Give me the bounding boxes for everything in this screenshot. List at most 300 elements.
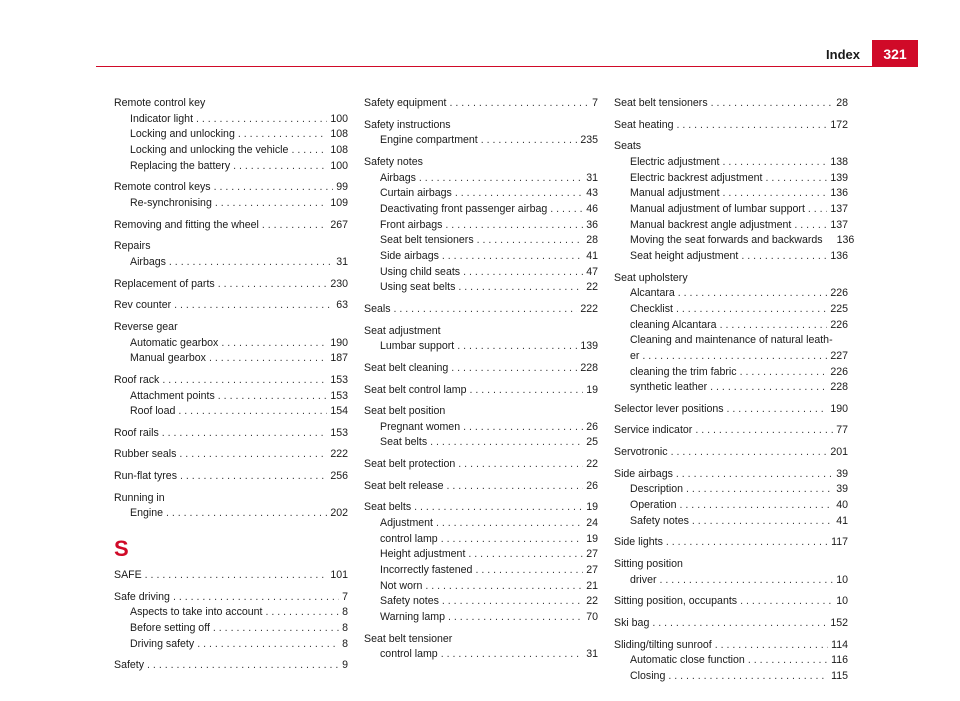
index-term: er <box>630 349 640 362</box>
dot-leader <box>213 621 339 637</box>
index-subentry <box>614 349 848 365</box>
index-entry <box>364 404 598 420</box>
dot-leader <box>723 186 828 202</box>
index-term: Side airbags <box>380 249 439 262</box>
index-page-ref: 25 <box>586 436 598 449</box>
index-page-ref: 100 <box>330 159 348 172</box>
index-entry <box>614 445 848 461</box>
dot-leader <box>468 547 583 563</box>
index-subentry <box>614 482 848 498</box>
dot-leader <box>469 383 583 399</box>
index-page-ref: 116 <box>831 654 848 667</box>
index-term: Alcantara <box>630 287 675 300</box>
index-term: Seat belt tensioner <box>364 632 453 645</box>
dot-leader <box>723 155 828 171</box>
index-entry <box>114 447 348 463</box>
dot-leader <box>442 249 583 265</box>
page-title: Index <box>826 47 860 62</box>
index-subentry <box>114 159 348 175</box>
index-subentry <box>614 380 848 396</box>
index-term: control lamp <box>380 532 438 545</box>
index-page-ref: 22 <box>586 458 598 471</box>
index-term: Manual adjustment of lumbar support <box>630 202 805 215</box>
index-term: Seat belt control lamp <box>364 383 467 396</box>
index-term: Seat upholstery <box>614 271 688 284</box>
index-subentry <box>364 563 598 579</box>
index-term: Moving the seat forwards and backwards <box>630 234 823 247</box>
index-page-ref: 136 <box>836 234 855 247</box>
index-term: Sitting position <box>614 558 683 571</box>
index-subentry <box>364 218 598 234</box>
index-term: synthetic leather <box>630 381 708 394</box>
index-entry <box>114 658 348 674</box>
dot-leader <box>196 112 327 128</box>
index-subentry <box>614 302 848 318</box>
index-term: Seat height adjustment <box>630 249 739 262</box>
index-subentry <box>364 171 598 187</box>
index-term: Run-flat tyres <box>114 470 177 483</box>
index-subentry <box>614 286 848 302</box>
index-page-ref: 225 <box>830 302 848 315</box>
dot-leader <box>162 373 327 389</box>
index-page-ref: 47 <box>586 265 598 278</box>
index-term: Lumbar support <box>380 340 455 353</box>
index-term: Before setting off <box>130 622 210 635</box>
index-term: Driving safety <box>130 637 195 650</box>
index-page-ref: 202 <box>330 507 348 520</box>
index-term: Safe driving <box>114 590 170 603</box>
index-subentry <box>114 637 348 653</box>
index-term: Indicator light <box>130 112 194 125</box>
index-term: Seat belt release <box>364 479 444 492</box>
index-entry <box>364 96 598 112</box>
dot-leader <box>218 277 328 293</box>
index-term: cleaning the trim fabric <box>630 365 737 378</box>
index-term: Replacement of parts <box>114 277 215 290</box>
index-page-ref: 31 <box>586 648 598 661</box>
index-term: Remote control keys <box>114 181 211 194</box>
index-page-ref: 31 <box>586 171 598 184</box>
dot-leader <box>166 506 327 522</box>
index-page-ref: 8 <box>342 622 348 635</box>
index-subentry <box>614 318 848 334</box>
index-entry <box>614 535 848 551</box>
dot-leader <box>147 658 339 674</box>
page-number: 321 <box>872 40 918 67</box>
index-page-ref: 36 <box>586 218 598 231</box>
index-term: Airbags <box>130 255 166 268</box>
index-term: Deactivating front passenger airbag <box>380 202 548 215</box>
index-term: Locking and unlocking <box>130 128 235 141</box>
index-subentry <box>614 514 848 530</box>
index-page-ref: 19 <box>586 501 598 514</box>
index-term: Safety instructions <box>364 118 451 131</box>
index-subentry <box>614 171 848 187</box>
index-column-2 <box>364 96 598 663</box>
index-term: Roof rack <box>114 373 160 386</box>
dot-leader <box>455 186 583 202</box>
index-column-3 <box>614 96 855 685</box>
dot-leader <box>748 653 828 669</box>
section-letter: S <box>114 536 129 562</box>
index-term: Roof load <box>130 405 176 418</box>
dot-leader <box>447 479 584 495</box>
index-term: Incorrectly fastened <box>380 564 473 577</box>
index-term: Not worn <box>380 579 423 592</box>
index-page-ref: 226 <box>830 287 848 300</box>
dot-leader <box>162 426 328 442</box>
index-term: Safety <box>114 659 145 672</box>
index-entry <box>364 118 598 134</box>
index-page-ref: 227 <box>830 349 848 362</box>
index-term: Pregnant women <box>380 420 461 433</box>
index-entry <box>364 457 598 473</box>
dot-leader <box>448 610 583 626</box>
index-entry <box>364 479 598 495</box>
index-page-ref: 137 <box>830 218 848 231</box>
index-term: Servotronic <box>614 446 668 459</box>
index-term: Description <box>630 483 683 496</box>
index-term: Rev counter <box>114 299 172 312</box>
dot-leader <box>720 318 828 334</box>
index-page-ref: 108 <box>330 143 348 156</box>
index-page-ref: 22 <box>586 281 598 294</box>
index-subentry <box>614 365 848 381</box>
dot-leader <box>174 298 333 314</box>
index-entry <box>614 96 848 112</box>
index-page-ref: 26 <box>586 420 598 433</box>
index-page-ref: 228 <box>830 381 848 394</box>
index-subentry <box>114 605 348 621</box>
index-page-ref: 43 <box>586 187 598 200</box>
index-subentry <box>114 127 348 143</box>
index-page-ref: 139 <box>830 171 848 184</box>
dot-leader <box>197 637 339 653</box>
index-page-ref: 9 <box>342 659 348 672</box>
index-term: Service indicator <box>614 424 693 437</box>
index-entry <box>364 632 598 648</box>
dot-leader <box>692 514 833 530</box>
dot-leader <box>727 402 828 418</box>
dot-leader <box>676 302 827 318</box>
index-term: Seat belts <box>380 436 428 449</box>
index-page-ref: 267 <box>330 218 348 231</box>
index-term: Sliding/tilting sunroof <box>614 638 712 651</box>
header-rule <box>96 66 918 67</box>
index-entry <box>364 324 598 340</box>
index-term: Cleaning and maintenance of natural leath- <box>630 334 833 347</box>
index-subentry <box>364 202 598 218</box>
index-entry <box>114 239 348 255</box>
dot-leader <box>715 638 828 654</box>
index-subentry <box>364 610 598 626</box>
index-term: control lamp <box>380 648 438 661</box>
dot-leader <box>666 535 828 551</box>
index-page-ref: 153 <box>330 373 348 386</box>
index-entry <box>114 218 348 234</box>
index-page-ref: 41 <box>836 514 848 527</box>
index-term: Running in <box>114 491 165 504</box>
index-page-ref: 187 <box>330 352 348 365</box>
index-page-ref: 10 <box>836 573 848 586</box>
dot-leader <box>463 420 583 436</box>
index-page-ref: 201 <box>830 446 848 459</box>
index-term: Adjustment <box>380 517 433 530</box>
index-term: Using child seats <box>380 265 461 278</box>
index-entry <box>614 557 848 573</box>
index-term: Aspects to take into account <box>130 606 263 619</box>
index-page-ref: 24 <box>586 517 598 530</box>
index-subentry <box>114 351 348 367</box>
index-entry <box>114 590 348 606</box>
index-page-ref: 27 <box>586 548 598 561</box>
index-page-ref: 99 <box>336 181 348 194</box>
index-page-ref: 256 <box>330 470 348 483</box>
dot-leader <box>215 196 327 212</box>
index-page-ref: 108 <box>330 128 348 141</box>
index-subentry <box>114 621 348 637</box>
index-subentry <box>364 249 598 265</box>
index-subentry <box>364 516 598 532</box>
index-subentry <box>114 389 348 405</box>
index-page-ref: 153 <box>330 389 348 402</box>
index-term: Safety notes <box>380 595 439 608</box>
index-term: Seat adjustment <box>364 324 441 337</box>
index-page-ref: 63 <box>336 299 348 312</box>
index-term: Side lights <box>614 536 663 549</box>
dot-leader <box>457 339 577 355</box>
dot-leader <box>209 351 327 367</box>
index-subentry <box>364 280 598 296</box>
dot-leader <box>449 96 589 112</box>
index-term: Seat belts <box>364 501 412 514</box>
index-term: Ski bag <box>614 617 650 630</box>
index-term: Seat belt cleaning <box>364 361 449 374</box>
dot-leader <box>436 516 583 532</box>
index-entry <box>114 298 348 314</box>
index-subentry <box>364 265 598 281</box>
index-term: Safety equipment <box>364 97 447 109</box>
index-page-ref: 230 <box>330 277 348 290</box>
index-subentry <box>364 339 598 355</box>
index-entry <box>614 402 848 418</box>
index-entry <box>114 469 348 485</box>
index-entry <box>614 118 848 134</box>
index-page-ref: 100 <box>330 112 348 125</box>
index-term: Seat heating <box>614 118 674 131</box>
index-page-ref: 228 <box>580 361 598 374</box>
index-page-ref: 31 <box>336 255 348 268</box>
index-column-1 <box>114 96 348 674</box>
index-subentry <box>614 202 848 218</box>
index-term: driver <box>630 573 657 586</box>
index-term: Safety notes <box>364 155 423 168</box>
dot-leader <box>711 96 834 112</box>
dot-leader <box>238 127 327 143</box>
index-page-ref: 190 <box>330 336 348 349</box>
index-subentry <box>114 143 348 159</box>
index-subentry <box>364 435 598 451</box>
dot-leader <box>218 389 328 405</box>
dot-leader <box>660 573 834 589</box>
dot-leader <box>419 171 583 187</box>
index-term: Closing <box>630 670 666 682</box>
index-page-ref: 139 <box>580 340 598 353</box>
dot-leader <box>481 133 578 149</box>
index-entry <box>114 320 348 336</box>
dot-leader <box>652 616 827 632</box>
dot-leader <box>441 647 584 663</box>
index-entry <box>114 180 348 196</box>
index-page-ref: 28 <box>836 97 848 109</box>
index-term: Safety notes <box>630 514 689 527</box>
dot-leader <box>178 404 327 420</box>
index-term: Engine compartment <box>380 134 478 147</box>
dot-leader <box>677 118 828 134</box>
index-page-ref: 27 <box>586 564 598 577</box>
dot-leader <box>214 180 334 196</box>
index-page-ref: 46 <box>586 202 598 215</box>
index-page-ref: 154 <box>330 405 348 418</box>
index-term: Repairs <box>114 240 151 253</box>
index-page-ref: 39 <box>836 483 848 496</box>
index-entry <box>114 277 348 293</box>
dot-leader <box>173 590 339 606</box>
dot-leader <box>430 435 583 451</box>
index-entry <box>114 373 348 389</box>
index-entry <box>614 594 848 610</box>
index-entry <box>114 568 348 584</box>
index-term: Removing and fitting the wheel <box>114 218 259 231</box>
dot-leader <box>477 233 584 249</box>
index-term: Seat belt tensioners <box>614 97 708 109</box>
index-entry <box>364 361 598 377</box>
index-page-ref: 22 <box>586 595 598 608</box>
dot-leader <box>441 532 584 548</box>
index-page-ref: 7 <box>342 590 348 603</box>
dot-leader <box>291 143 327 159</box>
index-subentry <box>364 186 598 202</box>
dot-leader <box>179 447 327 463</box>
index-subentry <box>614 155 848 171</box>
index-term: Seat belt tensioners <box>380 234 474 247</box>
index-page-ref: 152 <box>830 617 848 630</box>
index-term: Electric backrest adjustment <box>630 171 763 184</box>
index-page-ref: 70 <box>586 611 598 624</box>
index-term: Manual backrest angle adjustment <box>630 218 792 231</box>
dot-leader <box>668 669 828 685</box>
dot-leader <box>671 445 828 461</box>
dot-leader <box>680 498 834 514</box>
dot-leader <box>266 605 340 621</box>
dot-leader <box>463 265 583 281</box>
index-term: Reverse gear <box>114 320 178 333</box>
index-term: Electric adjustment <box>630 155 720 168</box>
index-page-ref: 28 <box>586 234 598 247</box>
index-subentry <box>614 233 855 249</box>
index-entry <box>364 500 598 516</box>
index-page-ref: 26 <box>586 479 598 492</box>
index-term: Remote control key <box>114 97 206 109</box>
dot-leader <box>550 202 583 218</box>
index-subentry <box>364 647 598 663</box>
index-term: Manual adjustment <box>630 187 720 200</box>
dot-leader <box>458 280 583 296</box>
index-entry <box>614 271 848 287</box>
index-term: Operation <box>630 499 677 512</box>
index-page-ref: 153 <box>330 426 348 439</box>
dot-leader <box>741 249 827 265</box>
dot-leader <box>445 218 583 234</box>
dot-leader <box>740 594 833 610</box>
index-term: Seat belt position <box>364 405 446 418</box>
index-term: Curtain airbags <box>380 187 452 200</box>
index-term: Seat belt protection <box>364 458 456 471</box>
index-page-ref: 226 <box>830 365 848 378</box>
index-page-ref: 21 <box>586 579 598 592</box>
index-page-ref: 190 <box>830 402 848 415</box>
index-subentry <box>614 573 848 589</box>
index-entry <box>364 155 598 171</box>
index-page-ref: 19 <box>586 383 598 396</box>
index-page-ref: 41 <box>586 249 598 262</box>
dot-leader <box>394 302 578 318</box>
index-subentry <box>114 112 348 128</box>
index-page-ref: 172 <box>830 118 848 131</box>
dot-leader <box>695 423 833 439</box>
index-subentry <box>114 196 348 212</box>
dot-leader <box>686 482 833 498</box>
index-term: Using seat belts <box>380 281 456 294</box>
index-subentry <box>114 336 348 352</box>
index-entry <box>114 426 348 442</box>
dot-leader <box>676 467 833 483</box>
dot-leader <box>262 218 327 234</box>
index-term: Automatic close function <box>630 654 745 667</box>
index-term: Checklist <box>630 302 673 315</box>
index-term: Height adjustment <box>380 548 466 561</box>
index-subentry <box>364 420 598 436</box>
dot-leader <box>145 568 328 584</box>
dot-leader <box>678 286 828 302</box>
index-page-ref: 226 <box>830 318 848 331</box>
index-term: Automatic gearbox <box>130 336 219 349</box>
index-subentry <box>614 218 848 234</box>
index-term: Side airbags <box>614 467 673 480</box>
index-subentry <box>114 404 348 420</box>
index-term: Seals <box>364 302 391 315</box>
index-entry <box>614 638 848 654</box>
index-term: Seats <box>614 140 642 153</box>
dot-leader <box>180 469 327 485</box>
index-term: Front airbags <box>380 218 443 231</box>
dot-leader <box>221 336 327 352</box>
dot-leader <box>169 255 333 271</box>
index-subentry <box>114 255 348 271</box>
index-page-ref: 222 <box>330 448 348 461</box>
index-page-ref: 8 <box>342 637 348 650</box>
dot-leader <box>808 202 827 218</box>
index-entry <box>364 302 598 318</box>
dot-leader <box>451 361 577 377</box>
index-page-ref: 77 <box>836 424 848 437</box>
index-page-ref: 136 <box>830 187 848 200</box>
dot-leader <box>794 218 827 234</box>
index-page-ref: 109 <box>330 196 348 209</box>
dot-leader <box>233 159 327 175</box>
index-entry <box>114 96 348 112</box>
index-page-ref: 117 <box>831 536 848 549</box>
